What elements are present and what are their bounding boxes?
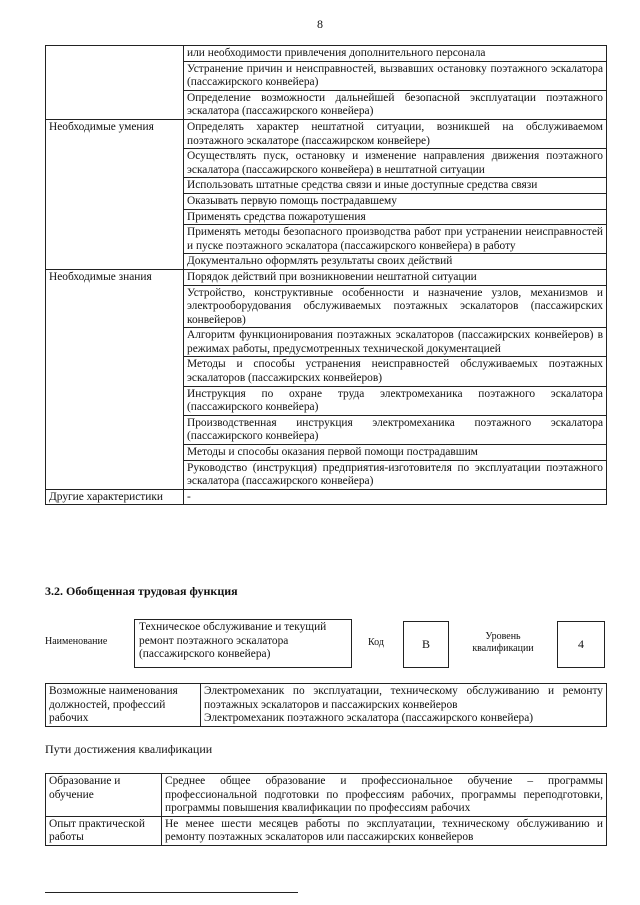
knowledge-item: Методы и способы оказания первой помощи пострадавшим <box>184 445 607 461</box>
table-row <box>46 254 607 270</box>
section-heading: 3.2. Обобщенная трудовая функция <box>45 584 238 598</box>
position-name: Электромеханик по эксплуатации, техническому обслуживанию и ремонту поэтажных эскалаторов и пассажирских конвейеров <box>204 685 603 711</box>
skill-item: Определять характер нештатной ситуации, возникшей на обслуживаемом поэтажного эскалаторе (пассажирском конвейере) <box>184 119 607 148</box>
skill-item: Применять методы безопасного производства работ при устранении неисправностей и пуске поэтажного эскалатора (пассажирского конвейера) в работу <box>184 225 607 254</box>
skill-item: Использовать штатные средства связи и иные доступные средства связи <box>184 178 607 194</box>
position-names-table <box>45 683 607 727</box>
table-row <box>46 816 607 845</box>
code-value-box: B <box>403 621 449 668</box>
table-row <box>46 415 607 444</box>
table-row <box>46 460 607 489</box>
action-item: Устранение причин и неисправностей, вызвавших остановку поэтажного эскалатора (пассажирского конвейера) <box>184 61 607 90</box>
table-row <box>46 774 607 817</box>
knowledge-item: Инструкция по охране труда электромеханика поэтажного эскалатора (пассажирского конвейера) <box>184 386 607 415</box>
position-names-label: Возможные наименования должностей, профессий рабочих <box>46 684 201 727</box>
table-row <box>46 269 607 285</box>
table-row <box>46 684 607 727</box>
other-characteristics-label: Другие характеристики <box>46 489 184 505</box>
experience-label: Опыт практической работы <box>46 816 162 845</box>
knowledge-item: Производственная инструкция электромеханика поэтажного эскалатора (пассажирского конвейера) <box>184 415 607 444</box>
education-value: Среднее общее образование и профессиональное обучение – программы профессиональной подготовки по профессиям рабочих, программы переподготовки, программы повышения квалификации по профессиям рабочих <box>162 774 607 817</box>
table-row <box>46 209 607 225</box>
page-number: 8 <box>317 17 323 31</box>
knowledge-item: Методы и способы устранения неисправностей обслуживаемых поэтажных эскалаторов (пассажирских конвейеров) <box>184 357 607 386</box>
action-item: Определение возможности дальнейшей безопасной эксплуатации поэтажного эскалатора (пассажирского конвейера) <box>184 90 607 119</box>
table-row <box>46 489 607 505</box>
knowledge-item: Порядок действий при возникновении нештатной ситуации <box>184 269 607 285</box>
name-label: Наименование <box>45 636 108 647</box>
knowledge-item: Руководство (инструкция) предприятия-изготовителя по эксплуатации поэтажного эскалатора (пассажирского конвейера) <box>184 460 607 489</box>
function-name-box: Техническое обслуживание и текущий ремонт поэтажного эскалатора (пассажирского конвейера) <box>134 619 352 668</box>
table-row <box>46 90 607 119</box>
knowledge-item: Алгоритм функционирования поэтажных эскалаторов (пассажирских конвейеров) в режимах работы, предусмотренных технической документацией <box>184 328 607 357</box>
experience-value: Не менее шести месяцев работы по эксплуатации, техническому обслуживанию и ремонту поэтажных эскалаторов или пассажирских конвейеров <box>162 816 607 845</box>
education-label: Образование и обучение <box>46 774 162 817</box>
qualification-paths-heading: Пути достижения квалификации <box>45 742 213 756</box>
table-row <box>46 386 607 415</box>
table-row <box>46 328 607 357</box>
qualification-paths-table <box>45 773 607 846</box>
skill-item: Оказывать первую помощь пострадавшему <box>184 193 607 209</box>
other-characteristics-value: - <box>184 489 607 505</box>
qualification-level-label: Уровень квалификации <box>472 631 534 654</box>
skill-item: Осуществлять пуск, остановку и изменение направления движения поэтажного эскалатора (пассажирского конвейера) в нештатной ситуации <box>184 149 607 178</box>
position-names-values <box>201 684 607 727</box>
skills-label: Необходимые умения <box>46 119 184 148</box>
competency-table <box>45 45 607 505</box>
knowledge-item: Устройство, конструктивные особенности и назначение узлов, механизмов и электрооборудования обслуживаемых поэтажных эскалаторов (пассажирских конвейеров) <box>184 285 607 328</box>
empty-label-cell <box>46 46 184 62</box>
code-label: Код <box>368 637 384 648</box>
knowledge-label: Необходимые знания <box>46 269 184 285</box>
table-row <box>46 445 607 461</box>
action-item: или необходимости привлечения дополнительного персонала <box>184 46 607 62</box>
table-row <box>46 193 607 209</box>
position-name: Электромеханик поэтажного эскалатора (пассажирского конвейера) <box>204 712 534 725</box>
skill-item: Применять средства пожаротушения <box>184 209 607 225</box>
table-row <box>46 61 607 90</box>
table-row <box>46 46 607 62</box>
table-row <box>46 178 607 194</box>
table-row <box>46 285 607 328</box>
table-row <box>46 149 607 178</box>
skill-item: Документально оформлять результаты своих действий <box>184 254 607 270</box>
qualification-level-box: 4 <box>557 621 605 668</box>
table-row <box>46 225 607 254</box>
table-row <box>46 357 607 386</box>
table-row <box>46 119 607 148</box>
footnote-divider <box>45 892 298 893</box>
